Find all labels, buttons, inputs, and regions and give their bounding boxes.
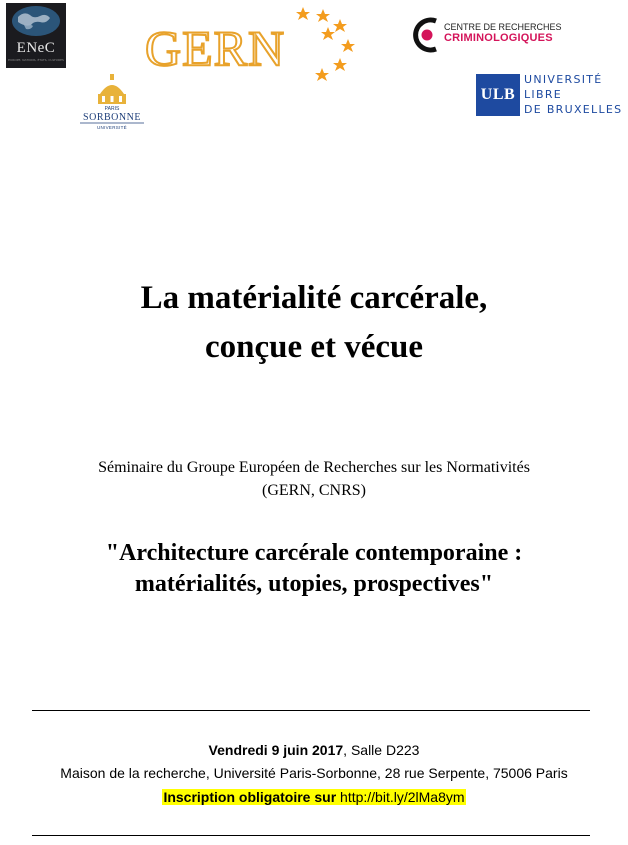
event-room: , Salle D223	[343, 742, 420, 758]
ulb-line-2: LIBRE	[524, 88, 563, 101]
page-title-line-1: La matérialité carcérale,	[140, 280, 488, 316]
seminar-line-2: (GERN, CNRS)	[261, 482, 366, 499]
page-title-line-2: conçue et vécue	[204, 329, 424, 365]
subtitle-line-2: matérialités, utopies, prospectives"	[134, 571, 494, 597]
divider-bottom	[32, 835, 590, 836]
inscription-line	[0, 788, 628, 806]
ulb-line-1: UNIVERSITÉ	[524, 73, 603, 86]
crc-line2: CRIMINOLOGIQUES	[444, 32, 553, 44]
crc-c-icon	[406, 12, 446, 58]
gern-wordmark: GERN	[145, 20, 286, 76]
sorbonne-name: SORBONNE	[83, 112, 141, 123]
crc-logo	[406, 12, 576, 58]
ulb-abbr: ULB	[476, 74, 520, 116]
event-date-line	[0, 741, 628, 759]
inscription-link[interactable]: http://bit.ly/2lMa8ym	[340, 789, 465, 805]
enec-name: ENeC	[16, 40, 56, 56]
ulb-logo	[476, 72, 626, 118]
ulb-line-3: DE BRUXELLES	[524, 103, 623, 116]
sorbonne-logo	[76, 72, 148, 136]
inscription-label: Inscription obligatoire sur	[163, 789, 337, 805]
enec-subtitle: EUROPE, NATIONS, ÉTATS, CULTURES	[8, 58, 64, 62]
stars-icon	[140, 5, 360, 85]
inscription-highlight	[162, 789, 465, 805]
subtitle-line-1: "Architecture carcérale contemporaine :	[105, 540, 523, 566]
enec-logo	[6, 3, 66, 68]
ulb-name	[524, 72, 622, 117]
crc-line1: CENTRE DE RECHERCHES	[444, 22, 562, 32]
event-address: Maison de la recherche, Université Paris-Sorbonne, 28 rue Serpente, 75006 Paris	[60, 765, 568, 781]
seminar-line-1: Séminaire du Groupe Européen de Recherches sur les Normativités	[98, 459, 530, 476]
event-date: Vendredi 9 juin 2017	[208, 742, 344, 758]
gern-logo	[140, 5, 360, 85]
divider-top	[32, 710, 590, 711]
sorbonne-paris: PARIS	[104, 106, 120, 112]
sorbonne-universite: UNIVERSITÉ	[96, 125, 127, 130]
